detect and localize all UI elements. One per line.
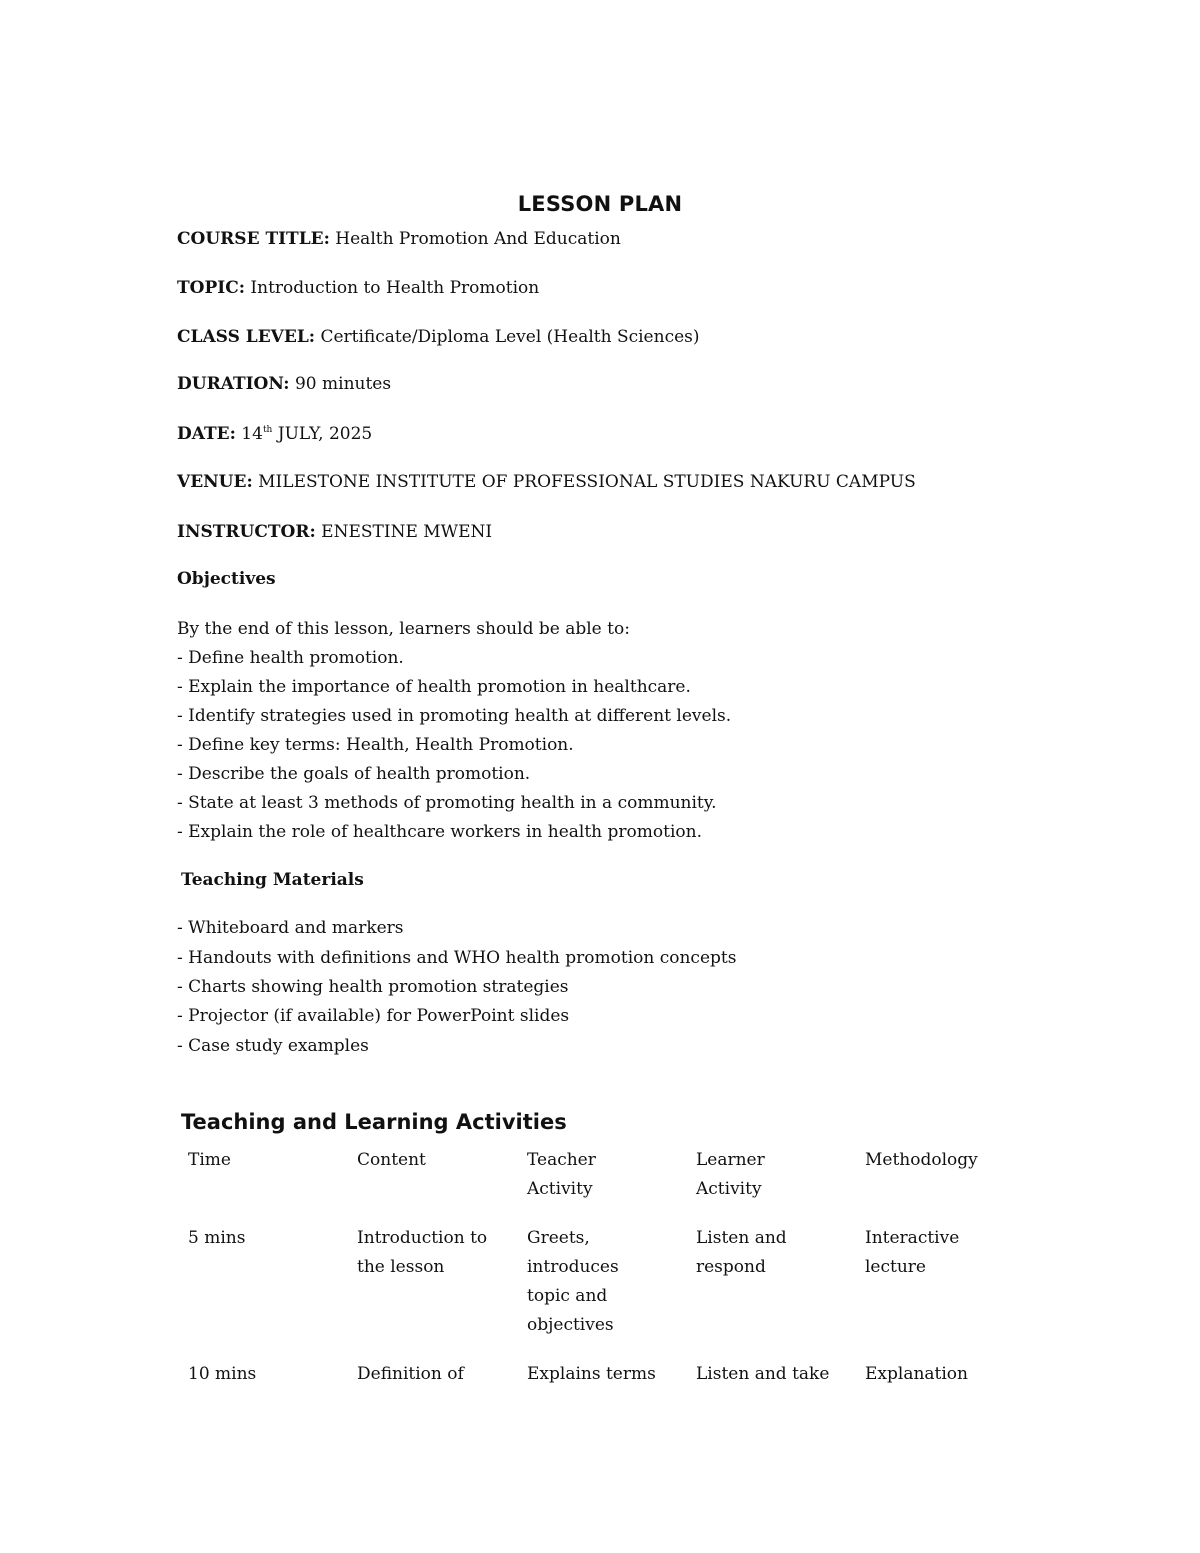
field-value: 90 minutes [289,374,392,394]
objective-item: - Identify strategies used in promoting health at different levels. [177,706,732,726]
field-value: Health Promotion And Education [329,229,621,249]
objectives-intro: By the end of this lesson, learners should be able to: [177,619,630,639]
table-header-cell: Time [188,1150,231,1170]
table-header-cell: Teacher Activity [527,1150,596,1199]
field-instructor [177,522,492,542]
material-item: - Projector (if available) for PowerPoint slides [177,1006,570,1026]
field-label: DATE: [177,424,236,444]
table-cell: Listen and take [696,1364,830,1384]
material-item: - Charts showing health promotion strategies [177,977,569,997]
table-cell: Interactive lecture [865,1228,960,1277]
field-label: DURATION: [177,374,290,394]
table-header-cell: Content [357,1150,426,1170]
field-label: COURSE TITLE: [177,229,330,249]
objective-item: - Describe the goals of health promotion. [177,764,531,784]
field-label: TOPIC: [177,278,245,298]
table-cell: Definition of [357,1364,464,1384]
field-venue [177,472,916,492]
field-label: INSTRUCTOR: [177,522,316,542]
table-cell: Greets, introduces topic and objectives [527,1228,619,1335]
objective-item: - Define key terms: Health, Health Promotion. [177,735,574,755]
table-cell: Explains terms [527,1364,656,1384]
materials-heading: Teaching Materials [181,870,364,890]
field-value: MILESTONE INSTITUTE OF PROFESSIONAL STUDIES NAKURU CAMPUS [252,472,916,492]
field-value: Certificate/Diploma Level (Health Sciences) [315,327,700,347]
field-value-ordinal: th [262,425,273,435]
table-cell: 10 mins [188,1364,257,1384]
field-value: Introduction to Health Promotion [245,278,540,298]
table-header-cell: Learner Activity [696,1150,765,1199]
material-item: - Case study examples [177,1036,369,1056]
page-title: LESSON PLAN [517,192,683,216]
objective-item: - Define health promotion. [177,648,404,668]
activities-heading: Teaching and Learning Activities [181,1110,567,1134]
field-date [177,424,372,444]
field-label: CLASS LEVEL: [177,327,316,347]
objective-item: - Explain the importance of health promotion in healthcare. [177,677,691,697]
table-cell: Explanation [865,1364,968,1384]
table-cell: 5 mins [188,1228,246,1248]
field-class-level [177,327,700,347]
field-label: VENUE: [177,472,253,492]
table-header-cell: Methodology [865,1150,978,1170]
field-value: JULY, 2025 [272,424,373,444]
table-cell: Introduction to the lesson [357,1228,488,1277]
field-value-day: 14 [235,424,263,444]
table-cell: Listen and respond [696,1228,787,1277]
field-value: ENESTINE MWENI [315,522,493,542]
objective-item: - Explain the role of healthcare workers in health promotion. [177,822,702,842]
objective-item: - State at least 3 methods of promoting health in a community. [177,793,717,813]
field-course-title [177,229,621,249]
material-item: - Whiteboard and markers [177,918,404,938]
field-duration [177,374,391,394]
material-item: - Handouts with definitions and WHO health promotion concepts [177,948,737,968]
objectives-heading: Objectives [177,569,276,589]
field-topic [177,278,539,298]
